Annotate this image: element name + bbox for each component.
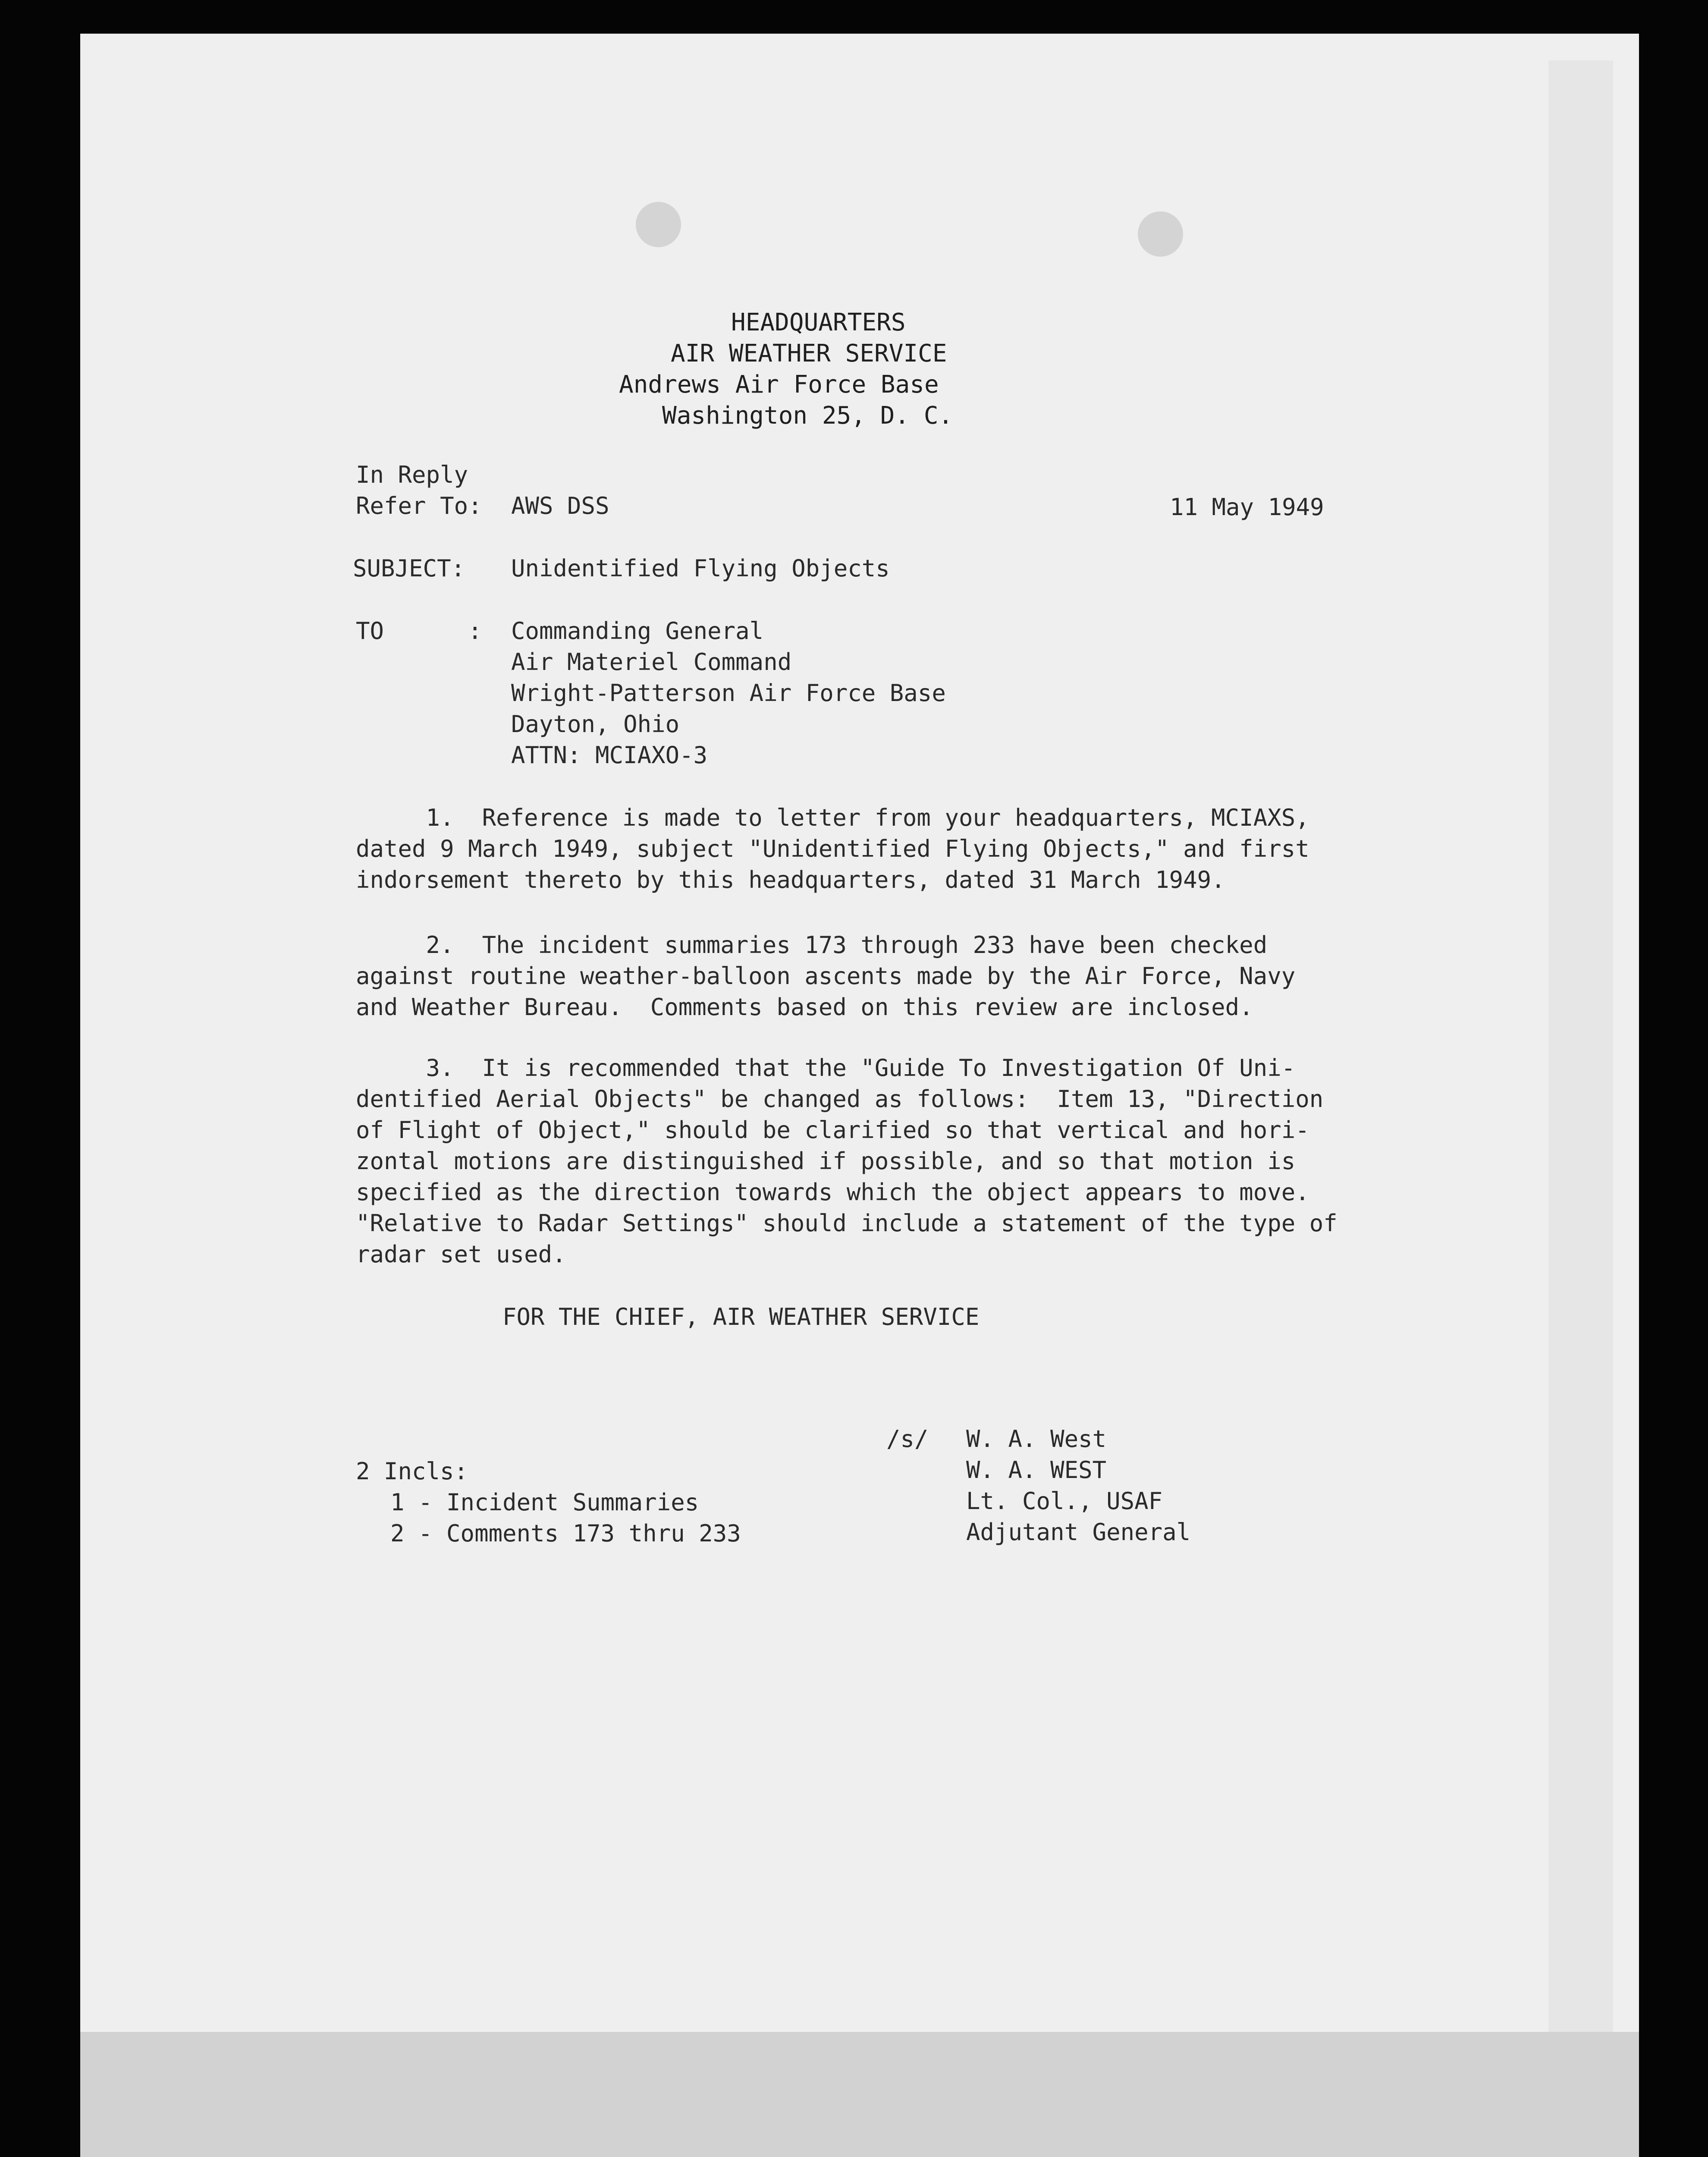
paragraph-line: zontal motions are distinguished if possible, and so that motion is (356, 1148, 1296, 1175)
addressee-line: Dayton, Ohio (511, 711, 680, 738)
closing-line: FOR THE CHIEF, AIR WEATHER SERVICE (502, 1303, 980, 1330)
signature-line: Lt. Col., USAF (966, 1487, 1163, 1515)
paragraph-line: "Relative to Radar Settings" should include a statement of the type of (356, 1210, 1338, 1237)
addressee-line: Commanding General (511, 617, 764, 645)
signature-line: W. A. WEST (966, 1456, 1107, 1484)
letter-date: 11 May 1949 (1170, 494, 1324, 521)
to-colon: : (468, 617, 482, 645)
paragraph-1 (356, 802, 1309, 896)
signature-line: Adjutant General (966, 1519, 1191, 1546)
inclosure-item: 1 - Incident Summaries (390, 1489, 699, 1516)
scan-margin-strip (1548, 60, 1613, 2088)
signature-mark: /s/ (886, 1425, 929, 1453)
paragraph-line: against routine weather-balloon ascents made by the Air Force, Navy (356, 962, 1296, 990)
paper-bottom-shadow (80, 2032, 1639, 2157)
inclosure-item: 2 - Comments 173 thru 233 (390, 1520, 741, 1547)
letterhead-line-2: AIR WEATHER SERVICE (671, 340, 947, 368)
subject-label: SUBJECT: (353, 555, 465, 582)
letterhead-line-4: Washington 25, D. C. (662, 402, 953, 430)
paragraph-line: 1. Reference is made to letter from your headquarters, MCIAXS, (356, 804, 1309, 831)
paragraph-line: of Flight of Object," should be clarified so that vertical and hori- (356, 1116, 1309, 1144)
paragraph-line: 3. It is recommended that the "Guide To Investigation Of Uni- (356, 1054, 1296, 1082)
refer-to-value: AWS DSS (511, 492, 609, 519)
in-reply-label: In Reply (356, 461, 468, 488)
addressee-line: Air Materiel Command (511, 648, 792, 676)
paragraph-line: dated 9 March 1949, subject "Unidentified Flying Objects," and first (356, 835, 1309, 862)
inclosures-label: 2 Incls: (356, 1458, 468, 1485)
punch-hole-right (1138, 211, 1183, 257)
addressee-line: Wright-Patterson Air Force Base (511, 679, 946, 707)
paragraph-line: 2. The incident summaries 173 through 233 have been checked (356, 931, 1268, 959)
paragraph-line: dentified Aerial Objects" be changed as follows: Item 13, "Direction (356, 1085, 1324, 1113)
signature-block (966, 1424, 1190, 1548)
paragraph-line: radar set used. (356, 1241, 566, 1268)
addressee-block (511, 616, 946, 771)
paragraph-line: and Weather Bureau. Comments based on this review are inclosed. (356, 994, 1253, 1021)
to-label: TO (356, 617, 384, 645)
paragraph-2 (356, 930, 1295, 1023)
subject-value: Unidentified Flying Objects (511, 555, 890, 582)
letterhead-line-3: Andrews Air Force Base (619, 371, 939, 399)
paragraph-line: indorsement thereto by this headquarters, dated 31 March 1949. (356, 866, 1225, 893)
signature-line: W. A. West (966, 1425, 1107, 1453)
addressee-line: ATTN: MCIAXO-3 (511, 742, 708, 769)
paragraph-3 (356, 1053, 1338, 1270)
paragraph-line: specified as the direction towards which the object appears to move. (356, 1179, 1309, 1206)
refer-to-label: Refer To: (356, 492, 482, 519)
inclosures-list (390, 1487, 741, 1549)
punch-hole-left (636, 202, 681, 247)
letterhead-line-1: HEADQUARTERS (731, 308, 906, 336)
